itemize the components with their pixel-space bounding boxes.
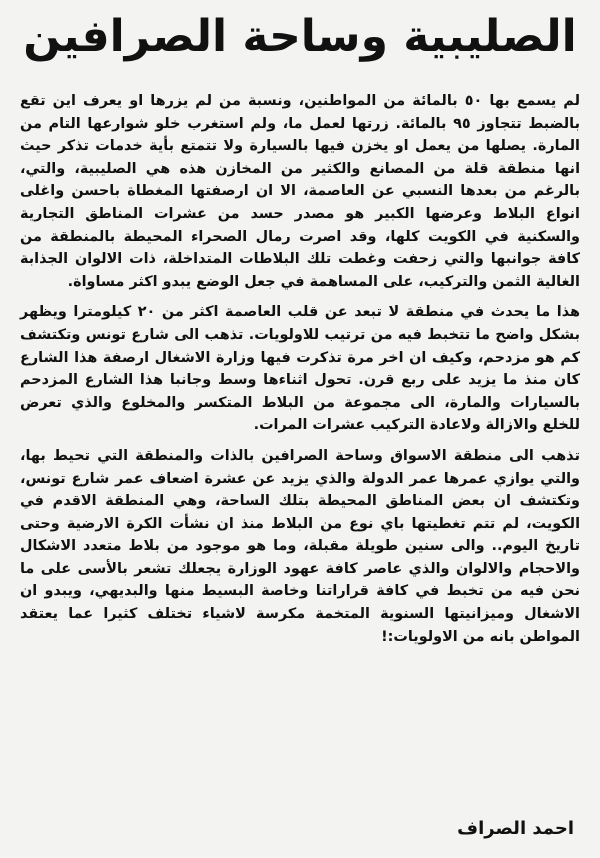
article-paragraph-3: تذهب الى منطقة الاسواق وساحة الصرافين بالذات والمنطقة التي تحيط بها، والتي يوازي عمرها عمر الدولة والذي يزيد عن عشرة اضعاف عمر شارع تونس، وتكتشف ان بعض المناطق المحيطة بتلك الساحة، وهي المنطقة الاقدم في الكويت، لم تتم تغطيتها باي نوع من البلاط منذ ان نشأت الكرة الارضية وحتى تاريخ اليوم.. والى سنين طويلة مقبلة، وما هو موجود من بلاط متعدد الاشكال والاحجام والالوان والذي عاصر كافة عهود الوزارة يجعلك تشعر بالأسى على ما نحن فيه من تخبط في كافة قراراتنا وخاصة البسيط منها والبديهي، ويبدو ان الاشغال وميزانيتها السنوية المتخمة مكرسة لاشياء تختلف كثيرا عما يعتقد المواطن بانه من الاولويات:!: [20, 447, 580, 645]
article-paragraph-1: لم يسمع بها ٥٠ بالمائة من المواطنين، ونسبة من لم يزرها او يعرف اين تقع بالضبط تتجاوز ٩٥ بالمائة. زرتها لعمل ما، ولم استغرب خلو شوارعها التام من المارة. يصلها من يعمل او يخزن فيها بالسيارة ولا تتمتع بأية خدمات تذكر حيث انها منطقة قلة من المصانع والكثير من المخازن هذه هي الصليبية، والتي، بالرغم من بعدها النسبي عن العاصمة، الا ان ارصفتها المغطاة باحسن واغلى انواع البلاط وعرضها الكبير هو مصدر حسد من عشرات المناطق التجارية والسكنية في الكويت كلها، وقد اصرت رمال الصحراء المحيطة بالمنطقة من كافة جوانبها والتي زحفت وغطت تلك البلاطات المتداخلة، ذات الالوان الجذابة الغالية الثمن والتركيب، على المساهمة في جعل الوضع يبدو اكثر مساواة.: [20, 93, 580, 290]
article-headline: الصليبية وساحة الصرافين: [23, 11, 577, 62]
author-signature: احمد الصراف: [457, 818, 574, 839]
article-paragraph-2: هذا ما يحدث في منطقة لا تبعد عن قلب العاصمة اكثر من ٢٠ كيلومترا ويظهر بشكل واضح ما تتخبط فيه من ترتيب للاولويات. تذهب الى شارع تونس وتكتشف كم هو مزدحم، وكيف ان اخر مرة تذكرت فيها وزارة الاشغال ارصفة هذا الشارع كان منذ ما يزيد على ربع قرن. تحول اثناءها وسط وجانبا هذا الشارع المزدحم بالسيارات والمارة، الى مجموعة من البلاط المتكسر والمخلوع والذي تعرض للخلع والازالة ولاعادة التركيب عشرات المرات.: [20, 304, 580, 434]
article-body: [20, 90, 580, 648]
